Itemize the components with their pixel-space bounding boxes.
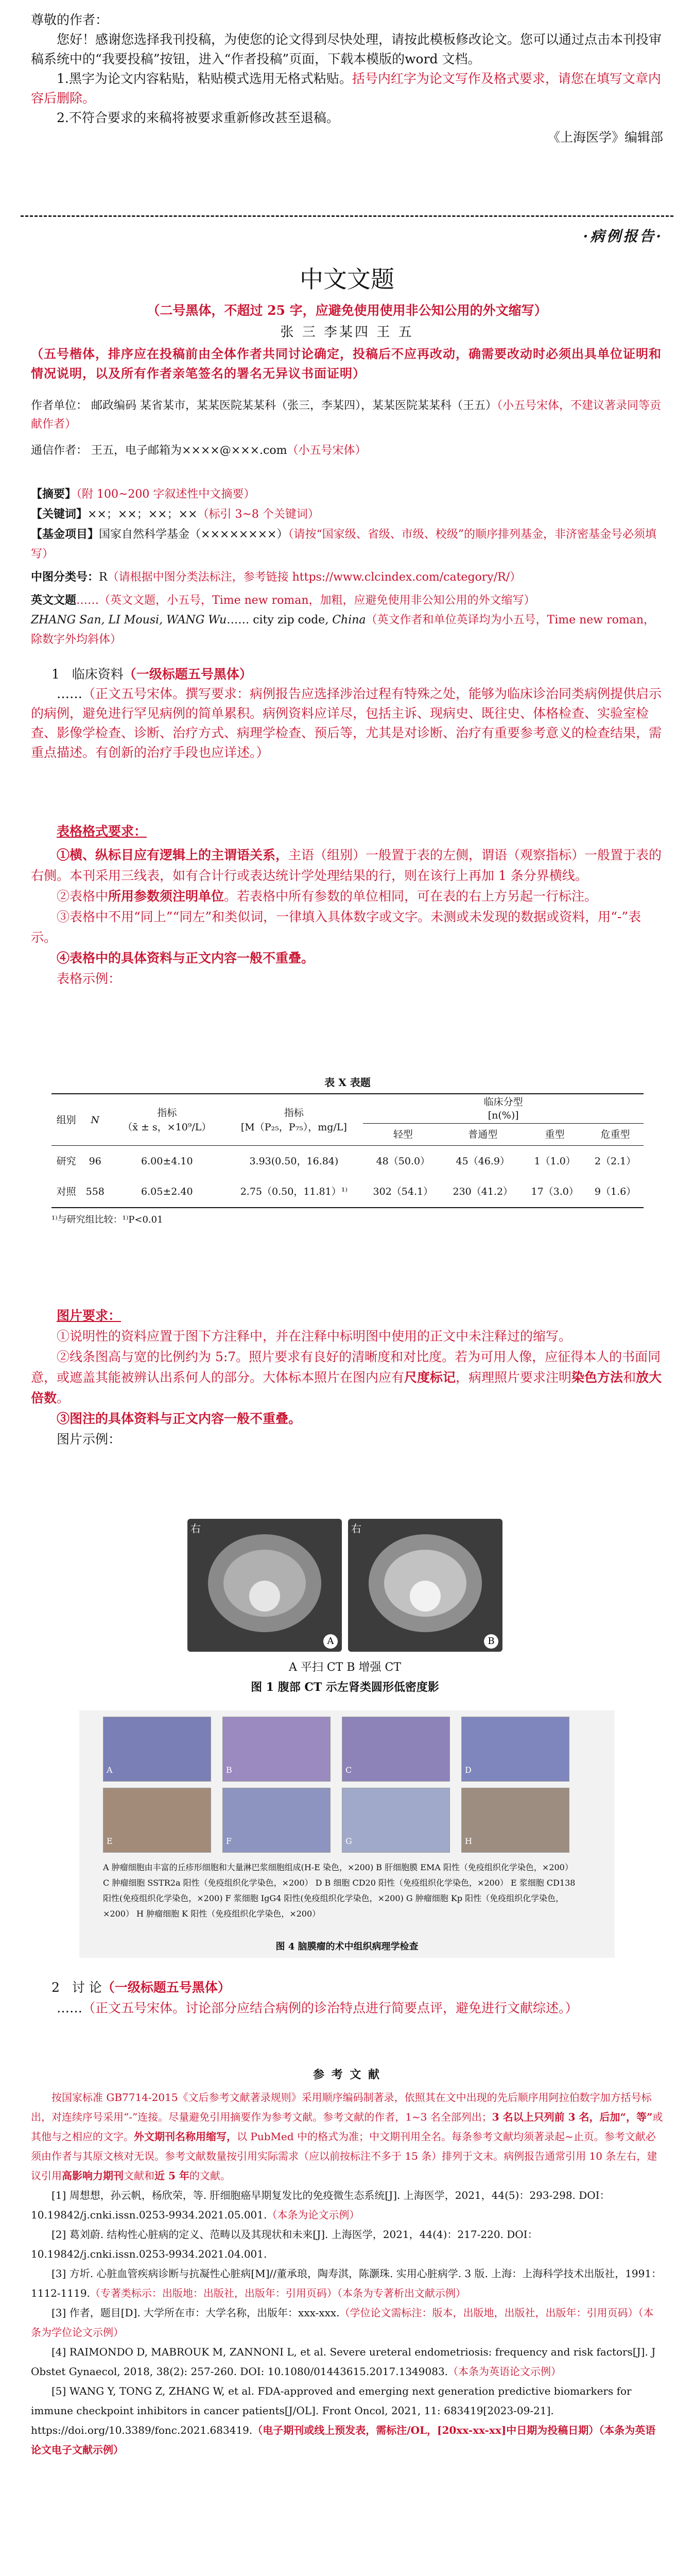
classification-line: 中图分类号：R（请根据中图分类法标注，参考链接 https://www.clcindex.com/category/R/） (31, 570, 522, 584)
figure-req-heading: 图片要求： (57, 1308, 122, 1323)
column-tag: ·病例报告· (583, 228, 663, 245)
col-index2-header: 指标 [M（P₂₅，P₇₅），mg/L] (224, 1094, 363, 1146)
subheader-common: 普通型 (443, 1124, 523, 1146)
figure-4-caption: 图 4 脑膜瘤的术中组织病理学检查 (275, 1941, 419, 1952)
histology-panel-h: H (461, 1788, 569, 1853)
table-req-2: ②表格中所用参数须注明单位。若表格中所有参数的单位相同，可在表的右上方另起一行标注。 (57, 889, 598, 904)
example-table (51, 1075, 644, 1228)
section-2 (31, 1977, 663, 2019)
reference-item: [1] 周想想，孙云帆，杨欣荣，等. 肝细胞癌早期复发比的免疫微生态系统[J]. 上海医学，2021，44(5)：293-298. DOI：10.19842/j.cnki.issn.0253-9934.2021.05.001.（本条为论文示例） (31, 2189, 610, 2221)
references-heading: 参 考 文 献 (313, 2068, 381, 2081)
table-footnote: ¹⁾与研究组比较：¹⁾P<0.01 (51, 1214, 163, 1225)
three-line-table (51, 1093, 644, 1208)
subheader-severe: 重型 (523, 1124, 587, 1146)
cell-index2: 2.75（0.50，11.81）¹⁾ (240, 1186, 348, 1197)
table-row (51, 1177, 644, 1208)
cell-index2: 3.93(0.50，16.84) (249, 1155, 339, 1167)
figure-1-caption: 图 1 腹部 CT 示左肾类圆形低密度影 (251, 1681, 439, 1694)
figure-req-3: ③图注的具体资料与正文内容一般不重叠。 (57, 1411, 302, 1426)
cell-mild: 48（50.0） (376, 1155, 430, 1167)
table-caption: 表 X 表题 (324, 1076, 371, 1089)
cell-critical: 9（1.6） (594, 1186, 636, 1197)
image-side-label: 右 (351, 1522, 361, 1535)
histology-panel-g: G (342, 1788, 450, 1853)
intro-item-2: 2.不符合要求的来稿将被要求重新修改甚至退稿。 (57, 110, 339, 125)
cell-group: 研究 (56, 1155, 76, 1167)
section-1 (31, 665, 663, 762)
intro-item-1: 1.黑字为论文内容粘贴，粘贴模式选用无格式粘贴。括号内红字为论文写作及格式要求，请您在填写文章内容后删除。 (31, 71, 661, 106)
cell-group: 对照 (56, 1186, 76, 1197)
intro-paragraph: 您好！感谢您选择我刊投稿，为使您的论文得到尽快处理，请按此模板修改论文。您可以通过点击本刊投审稿系统中的“我要投稿”按钮，进入“作者投稿”页面，下载本模版的word 文档。 (31, 32, 662, 66)
divider-dashed (21, 215, 673, 217)
histology-panel-b: B (222, 1717, 331, 1782)
panel-label-b: B (484, 1634, 498, 1649)
intro-letter (31, 10, 663, 147)
reference-item: [3] 方圻. 心脏血管疾病诊断与抗凝性心脏病[M]//董承琅，陶寿淇，陈灏珠. 实用心脏病学. 3 版. 上海：上海科学技术出版社，1991：1112-1119.（专著类标示：出版地：出版社，出版年：引用页码）（本条为专著析出文献示例） (31, 2267, 662, 2299)
table-req-heading: 表格格式要求： (57, 824, 147, 839)
figure-4 (79, 1710, 615, 1958)
abstract-line: 【摘要】（附 100~200 字叙述性中文摘要） (31, 487, 255, 501)
figure-4-legend: A 肿瘤细胞由丰富的丘疹形细胞和大量淋巴浆细胞组成(H-E 染色，×200) B 肝细胞膜 EMA 阳性（免疫组织化学染色，×200） C 肿瘤细胞 SSTR2a 阳性（免疫组织化学染色，×200） D B 细胞 CD20 阳性（免疫组织化学染色，×200） E 浆细胞 CD138 阳性(免疫组织化学染色，×200) F 浆细胞 IgG4 阳性(免疫组织化学染色，×200) G 肿瘤细胞 Kp 阳性（免疫组织化学染色，×200） H 肿瘤细胞 K 阳性（免疫组织化学染色，×200） (103, 1862, 576, 1919)
english-title-line: 英文文题……（英文文题，小五号，Time new roman，加粗，应避免使用非公知公用的外文缩写） (31, 594, 535, 607)
table-req-3: ③表格中不用“同上”“同左”和类似词，一律填入具体数字或文字。未测或未发现的数据或资料，用“-”表示。 (31, 909, 641, 945)
references (31, 2065, 663, 2460)
abstract-block (31, 484, 663, 587)
editor-signature: 《上海医学》编辑部 (547, 130, 663, 145)
reference-item: [5] WANG Y, TONG Z, ZHANG W, et al. FDA-approved and emerging next generation predictive biomarkers for immune checkpoint inhibitors in cancer patients[J/OL]. Front Oncol, 2021, 11: 683419[2023-09-21]. https://doi.org/10.3389/fonc.2021.683419.（电子期刊或线上预发表，需标注/OL，[20xx-xx-xx]中日期为投稿日期）（本条为英语论文电子文献示例） (31, 2385, 656, 2456)
reference-item: [2] 葛刘蔚. 结构性心脏病的定义、范畴以及其现状和未来[J]. 上海医学，2021，44(4)：217-220. DOI：10.19842/j.cnki.issn.0253-9934.2021.04.001. (31, 2228, 538, 2260)
figure-1 (170, 1515, 520, 1700)
authors: 张 三 李某四 王 五 (280, 325, 414, 340)
figure-example-label: 图片示例： (57, 1432, 122, 1447)
figure-1-subcaption: A 平扫 CT B 增强 CT (288, 1661, 402, 1674)
cell-common: 45（46.9） (456, 1155, 510, 1167)
image-side-label: 右 (190, 1522, 201, 1535)
cell-index1: 6.00±4.10 (141, 1155, 193, 1167)
cell-critical: 2（2.1） (594, 1155, 636, 1167)
histology-panel-e: E (103, 1788, 211, 1853)
histology-panel-a: A (103, 1717, 211, 1782)
subheader-mild: 轻型 (363, 1124, 443, 1146)
clinical-type-header: 临床分型 [n(%)] (363, 1094, 644, 1124)
col-index1-header: 指标 （x̄ ± s，×10⁹/L） (109, 1094, 224, 1146)
references-instructions: 按国家标准 GB7714-2015《文后参考文献著录规则》采用顺序编码制著录，依照其在文中出现的先后顺序用阿拉伯数字加方括号标出，对连续序号采用“-”连接。尽量避免引用摘要作为参考文献。参考文献的作者，1~3 名全部列出；3 名以上只列前 3 名，后加“，等”或其他与之相应的文字。外文期刊名称用缩写，以 PubMed 中的格式为准；中文期刊用全名。每条参考文献均须著录起~止页。参考文献必须由作者与其原文核对无误。参考文献数量按引用实际需求（应以前按标注不多于 15 条）排列于文末。病例报告通常引用 10 条左右，建议引用高影响力期刊文献和近 5 年的文献。 (31, 2091, 663, 2182)
table-req-1: ①横、纵标目应有逻辑上的主谓语关系，主语（组别）一般置于表的左侧，谓语（观察指标）一般置于表的右侧。本刊采用三线表，如有合计行或表达统计学处理结果的行，则在该行上再加 1 条分界横线。 (31, 848, 662, 883)
cell-common: 230（41.2） (453, 1186, 513, 1197)
panel-label-a: A (323, 1634, 338, 1649)
keywords-line: 【关键词】××；××；××；××（标引 3~8 个关键词） (31, 507, 319, 521)
cell-severe: 1（1.0） (534, 1155, 576, 1167)
correspondence: 通信作者： 王五，电子邮箱为××××@×××.com（小五号宋体） (31, 444, 367, 457)
histology-panel-c: C (342, 1717, 450, 1782)
table-row (51, 1146, 644, 1177)
table-requirements (31, 821, 663, 989)
cell-n: 96 (89, 1155, 101, 1167)
affiliation: 作者单位： 邮政编码 某省某市，某某医院某某科（张三，李某四），某某医院某某科（王五）（小五号宋体，不建议著录同等贡献作者） (31, 399, 662, 431)
figure-req-1: ①说明性的资料应置于图下方注释中，并在注释中标明图中使用的正文中未注释过的缩写。 (57, 1329, 572, 1344)
ct-enhanced-image (348, 1519, 502, 1652)
greeting: 尊敬的作者： (31, 12, 109, 27)
english-author-line: ZHANG San, LI Mousi, WANG Wu…… city zip code, China（英文作者和单位英译均为小五号，Time new roman，除数字外均斜体） (31, 614, 655, 646)
ct-plain-image (187, 1519, 342, 1652)
figure-requirements (31, 1306, 663, 1450)
page-title: 中文文题 (300, 265, 394, 293)
col-n-header: N (81, 1094, 109, 1146)
section-1-heading: 1 临床资料（一级标题五号黑体） (51, 667, 252, 682)
histology-panel-f: F (222, 1788, 331, 1853)
cell-mild: 302（54.1） (373, 1186, 433, 1197)
author-note: （五号楷体，排序应在投稿前由全体作者共同讨论确定，投稿后不应再改动，确需要改动时必须出具单位证明和情况说明，以及所有作者亲笔签名的署名无异议书面证明） (31, 346, 662, 381)
histology-panel-d: D (461, 1717, 569, 1782)
cell-severe: 17（3.0） (531, 1186, 579, 1197)
reference-item: [4] RAIMONDO D, MABROUK M, ZANNONI L, et al. Severe ureteral endometriosis: frequency and risk factors[J]. J Obstet Gynaecol, 2018, 38(2): 257-260. DOI: 10.1080/01443615.2017.1349083.（本条为英语论文示例） (31, 2346, 656, 2378)
fund-line: 【基金项目】国家自然科学基金（××××××××）（请按“国家级、省级、市级、校级”的顺序排列基金，非济密基金号必须填写） (31, 528, 656, 561)
reference-list (31, 2185, 663, 2460)
table-example-label: 表格示例： (57, 971, 122, 986)
table-req-4: ④表格中的具体资料与正文内容一般不重叠。 (57, 951, 315, 965)
section-1-body: ……（正文五号宋体。撰写要求：病例报告应选择涉治过程有特殊之处，能够为临床诊治同类病例提供启示的病例，避免进行罕见病例的简单累积。病例资料应详尽，包括主诉、现病史、既往史、体格检查、实验室检查、影像学检查、诊断、治疗方式、病理学检查、预后等，尤其是对诊断、治疗有重要参考意义的检查结果，需重点描述。有创新的治疗手段也应详述。） (31, 686, 662, 760)
section-2-body: ……（正文五号宋体。讨论部分应结合病例的诊治特点进行简要点评，避免进行文献综述。） (57, 2001, 578, 2015)
title-note: （二号黑体，不超过 25 字，应避免使用使用非公知公用的外文缩写） (147, 303, 547, 318)
english-block (31, 590, 663, 650)
section-2-heading: 2 讨 论（一级标题五号黑体） (51, 1980, 231, 1995)
reference-item: [3] 作者，题目[D]. 大学所在市：大学名称，出版年：xxx-xxx.（学位论文需标注：版本，出版地，出版社，出版年：引用页码）（本条为学位论文示例） (31, 2307, 654, 2338)
figure-req-2: ②线条图高与宽的比例约为 5:7。照片要求有良好的清晰度和对比度。若为可用人像，应征得本人的书面同意，或遮盖其能被辨认出系何人的部分。大体标本照片在图内应有尺度标记，病理照片要求注明染色方法和放大倍数。 (31, 1349, 662, 1405)
col-group-header: 组别 (51, 1094, 81, 1146)
cell-n: 558 (85, 1186, 105, 1197)
cell-index1: 6.05±2.40 (141, 1186, 193, 1197)
subheader-critical: 危重型 (587, 1124, 644, 1146)
